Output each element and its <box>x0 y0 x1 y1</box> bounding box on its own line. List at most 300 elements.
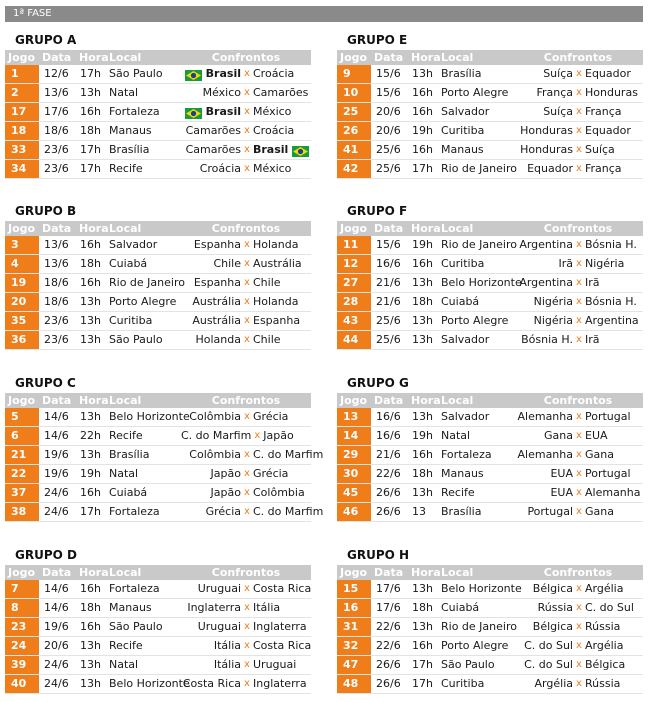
away-team-name: EUA <box>585 429 608 442</box>
away-team <box>253 484 311 502</box>
home-team-name: Uruguai <box>197 620 241 633</box>
away-team <box>585 84 643 102</box>
versus-mark: x <box>244 621 250 632</box>
home-team-name: C. do Sul <box>524 639 573 652</box>
match-number: 41 <box>337 141 371 160</box>
match-confronto <box>513 84 643 103</box>
match-venue: Fortaleza <box>106 503 181 522</box>
versus-mark: x <box>244 87 250 98</box>
away-team <box>253 465 311 483</box>
match-date: 18/6 <box>39 122 76 141</box>
match-table <box>5 565 311 694</box>
away-team-name: Holanda <box>253 238 299 251</box>
home-team <box>513 465 573 483</box>
away-team <box>585 103 643 121</box>
group-title: GRUPO C <box>15 376 76 390</box>
group-title: GRUPO G <box>347 376 409 390</box>
home-team-name: México <box>202 86 241 99</box>
versus-mark: x <box>576 87 582 98</box>
home-team <box>513 236 573 254</box>
home-team <box>181 160 241 178</box>
header-jogo: Jogo <box>5 565 39 580</box>
match-number: 20 <box>5 293 39 312</box>
versus-mark: x <box>576 640 582 651</box>
header-confrontos: Confrontos <box>513 221 643 236</box>
home-team <box>181 255 241 273</box>
match-venue: Manaus <box>438 465 513 484</box>
away-team-name: Grécia <box>253 410 289 423</box>
match-confronto <box>513 427 643 446</box>
away-team-name: Portugal <box>585 410 631 423</box>
table-row <box>5 427 311 446</box>
match-date: 13/6 <box>39 84 76 103</box>
home-team-name: Bélgica <box>532 620 573 633</box>
match-date: 25/6 <box>371 141 408 160</box>
header-jogo: Jogo <box>5 221 39 236</box>
table-row <box>337 446 643 465</box>
match-time: 19h <box>408 236 438 255</box>
away-team <box>253 408 311 426</box>
match-time: 16h <box>76 580 106 599</box>
table-row <box>5 331 311 350</box>
table-row <box>337 675 643 694</box>
table-row <box>5 408 311 427</box>
header-hora: Hora <box>408 565 438 580</box>
match-time: 17h <box>408 675 438 694</box>
away-team <box>253 331 311 349</box>
match-date: 24/6 <box>39 503 76 522</box>
table-row <box>337 312 643 331</box>
home-team <box>513 65 573 83</box>
away-team-name: Honduras <box>585 86 638 99</box>
match-time: 13h <box>408 580 438 599</box>
home-team <box>181 618 241 636</box>
table-row <box>5 236 311 255</box>
match-number: 12 <box>337 255 371 274</box>
away-team-name: Portugal <box>585 467 631 480</box>
header-confrontos: Confrontos <box>181 565 311 580</box>
match-date: 25/6 <box>371 331 408 350</box>
away-team-name: Gana <box>585 448 614 461</box>
match-date: 16/6 <box>371 255 408 274</box>
versus-mark: x <box>576 678 582 689</box>
table-row <box>5 160 311 179</box>
match-date: 15/6 <box>371 84 408 103</box>
table-row <box>5 637 311 656</box>
match-time: 17h <box>408 160 438 179</box>
home-team-name: Holanda <box>195 333 241 346</box>
home-team <box>181 484 241 502</box>
home-team <box>513 446 573 464</box>
home-team <box>181 446 241 464</box>
header-confrontos: Confrontos <box>181 50 311 65</box>
away-team-name: Chile <box>253 276 281 289</box>
table-row <box>337 103 643 122</box>
header-data: Data <box>371 393 408 408</box>
home-team-name: Itália <box>213 658 241 671</box>
match-time: 16h <box>408 637 438 656</box>
versus-mark: x <box>576 125 582 136</box>
away-team-name: Inglaterra <box>253 677 307 690</box>
away-team <box>253 293 311 311</box>
versus-mark: x <box>244 163 250 174</box>
table-row <box>337 122 643 141</box>
versus-mark: x <box>576 144 582 155</box>
match-confronto <box>513 675 643 694</box>
table-row <box>5 293 311 312</box>
match-venue: Rio de Janeiro <box>438 160 513 179</box>
away-team-name: Croácia <box>253 124 295 137</box>
away-team <box>253 141 311 159</box>
home-team-name: Japão <box>210 467 241 480</box>
match-confronto <box>513 255 643 274</box>
match-venue: Cuiabá <box>438 293 513 312</box>
table-row <box>5 446 311 465</box>
match-confronto <box>513 236 643 255</box>
table-header-row <box>5 50 311 65</box>
away-team <box>585 122 643 140</box>
away-team-name: Japão <box>263 429 294 442</box>
match-time: 17h <box>408 656 438 675</box>
versus-mark: x <box>576 258 582 269</box>
match-time: 13h <box>76 446 106 465</box>
match-number: 4 <box>5 255 39 274</box>
away-team-name: Irã <box>585 276 600 289</box>
match-time: 13h <box>76 331 106 350</box>
match-confronto <box>181 637 311 656</box>
match-venue: Curitiba <box>438 122 513 141</box>
match-venue: Rio de Janeiro <box>438 236 513 255</box>
match-time: 19h <box>408 122 438 141</box>
match-confronto <box>513 408 643 427</box>
match-time: 16h <box>408 84 438 103</box>
home-team-name: Argentina <box>519 238 573 251</box>
match-venue: Recife <box>106 637 181 656</box>
away-team-name: Uruguai <box>253 658 297 671</box>
match-date: 26/6 <box>371 503 408 522</box>
home-team <box>181 465 241 483</box>
away-team-name: Irã <box>585 333 600 346</box>
home-team-name: Chile <box>213 257 241 270</box>
header-jogo: Jogo <box>337 393 371 408</box>
away-team-name: Nigéria <box>585 257 625 270</box>
match-date: 12/6 <box>39 65 76 84</box>
table-row <box>337 599 643 618</box>
group-d <box>5 545 311 694</box>
match-number: 44 <box>337 331 371 350</box>
match-date: 22/6 <box>371 465 408 484</box>
home-team <box>513 618 573 636</box>
match-date: 21/6 <box>371 293 408 312</box>
match-date: 25/6 <box>371 160 408 179</box>
table-header-row <box>337 565 643 580</box>
home-team <box>513 656 573 674</box>
match-confronto <box>181 255 311 274</box>
table-row <box>5 274 311 293</box>
home-team-name: Gana <box>544 429 573 442</box>
home-team <box>513 103 573 121</box>
away-team-name: Argentina <box>585 314 639 327</box>
versus-mark: x <box>576 411 582 422</box>
home-team-name: Bósnia H. <box>521 333 573 346</box>
group-title: GRUPO H <box>347 548 410 562</box>
match-date: 18/6 <box>39 293 76 312</box>
match-table <box>5 393 324 522</box>
home-team-name: Portugal <box>527 505 573 518</box>
match-time: 16h <box>76 236 106 255</box>
versus-mark: x <box>244 602 250 613</box>
home-team-name: Equador <box>527 162 573 175</box>
match-number: 28 <box>337 293 371 312</box>
away-team <box>585 618 643 636</box>
away-team-name: Bélgica <box>585 658 626 671</box>
away-team <box>585 465 643 483</box>
away-team <box>585 312 643 330</box>
match-time: 13h <box>408 65 438 84</box>
match-time: 13h <box>408 312 438 331</box>
match-confronto <box>513 599 643 618</box>
versus-mark: x <box>244 411 250 422</box>
home-team-name: Honduras <box>520 124 573 137</box>
home-team-name: Colômbia <box>189 448 241 461</box>
home-team <box>181 637 241 655</box>
match-confronto <box>181 599 311 618</box>
table-row <box>5 580 311 599</box>
match-number: 35 <box>5 312 39 331</box>
match-number: 29 <box>337 446 371 465</box>
match-number: 39 <box>5 656 39 675</box>
header-jogo: Jogo <box>337 565 371 580</box>
match-confronto <box>513 274 643 293</box>
home-team <box>513 274 573 292</box>
match-date: 14/6 <box>39 599 76 618</box>
home-team <box>513 312 573 330</box>
match-date: 23/6 <box>39 160 76 179</box>
match-time: 18h <box>408 465 438 484</box>
away-team <box>253 65 311 83</box>
versus-mark: x <box>576 659 582 670</box>
away-team <box>253 236 311 254</box>
match-number: 8 <box>5 599 39 618</box>
home-team <box>513 160 573 178</box>
match-date: 24/6 <box>39 484 76 503</box>
away-team <box>585 255 643 273</box>
match-date: 23/6 <box>39 141 76 160</box>
group-g <box>337 373 643 522</box>
match-confronto <box>513 141 643 160</box>
home-team <box>181 103 241 121</box>
match-date: 26/6 <box>371 675 408 694</box>
match-venue: Natal <box>438 427 513 446</box>
table-header-row <box>337 50 643 65</box>
versus-mark: x <box>576 430 582 441</box>
versus-mark: x <box>244 487 250 498</box>
match-number: 34 <box>5 160 39 179</box>
away-team-name: Argélia <box>585 582 624 595</box>
match-number: 1 <box>5 65 39 84</box>
versus-mark: x <box>244 583 250 594</box>
match-number: 32 <box>337 637 371 656</box>
home-team-name: Nigéria <box>533 295 573 308</box>
home-team <box>513 580 573 598</box>
home-team-name: Croácia <box>199 162 241 175</box>
away-team <box>253 503 323 521</box>
away-team <box>585 293 643 311</box>
header-jogo: Jogo <box>5 50 39 65</box>
match-confronto <box>513 103 643 122</box>
group-e <box>337 30 643 179</box>
match-venue: Curitiba <box>106 312 181 331</box>
match-confronto <box>513 446 643 465</box>
match-number: 9 <box>337 65 371 84</box>
table-row <box>5 312 311 331</box>
header-data: Data <box>39 393 76 408</box>
away-team <box>585 331 643 349</box>
match-venue: Cuiabá <box>106 255 181 274</box>
away-team-name: Argélia <box>585 639 624 652</box>
match-confronto <box>181 408 311 427</box>
match-confronto <box>181 503 324 522</box>
table-header-row <box>5 393 311 408</box>
match-time: 13h <box>76 312 106 331</box>
match-date: 20/6 <box>371 103 408 122</box>
match-confronto <box>181 331 311 350</box>
match-venue: São Paulo <box>106 618 181 637</box>
match-confronto <box>513 312 643 331</box>
away-team-name: C. do Sul <box>585 601 634 614</box>
match-venue: São Paulo <box>106 65 181 84</box>
match-date: 24/6 <box>39 675 76 694</box>
match-venue: Fortaleza <box>106 580 181 599</box>
table-row <box>5 103 311 122</box>
table-row <box>337 503 643 522</box>
match-date: 15/6 <box>371 65 408 84</box>
table-row <box>5 618 311 637</box>
versus-mark: x <box>576 487 582 498</box>
match-date: 20/6 <box>371 122 408 141</box>
match-venue: Natal <box>106 656 181 675</box>
home-team-name: Brasil <box>205 67 241 80</box>
away-team <box>585 65 643 83</box>
match-venue: Curitiba <box>438 675 513 694</box>
home-team <box>513 331 573 349</box>
match-confronto <box>181 484 311 503</box>
match-confronto <box>181 465 311 484</box>
match-confronto <box>181 236 311 255</box>
table-row <box>337 84 643 103</box>
match-venue: Salvador <box>438 103 513 122</box>
home-team-name: Espanha <box>193 276 241 289</box>
match-number: 26 <box>337 122 371 141</box>
match-confronto <box>513 656 643 675</box>
versus-mark: x <box>244 239 250 250</box>
table-header-row <box>5 221 311 236</box>
away-team <box>585 446 643 464</box>
group-h <box>337 545 643 694</box>
match-venue: Rio de Janeiro <box>438 618 513 637</box>
match-number: 40 <box>5 675 39 694</box>
away-team-name: Chile <box>253 333 281 346</box>
match-confronto <box>181 618 311 637</box>
match-confronto <box>181 427 311 446</box>
match-date: 16/6 <box>371 408 408 427</box>
home-team-name: Alemanha <box>517 410 573 423</box>
table-row <box>337 618 643 637</box>
home-team-name: França <box>536 86 573 99</box>
versus-mark: x <box>244 106 250 117</box>
away-team-name: C. do Marfim <box>253 448 324 461</box>
match-number: 11 <box>337 236 371 255</box>
home-team-name: Suíça <box>543 67 573 80</box>
away-team <box>585 675 643 693</box>
match-confronto <box>181 312 311 331</box>
table-row <box>337 65 643 84</box>
header-data: Data <box>39 50 76 65</box>
match-number: 33 <box>5 141 39 160</box>
match-venue: Manaus <box>106 599 181 618</box>
phase-bar: 1ª FASE <box>5 6 643 22</box>
away-team-name: Croácia <box>253 67 295 80</box>
home-team <box>181 503 241 521</box>
match-date: 17/6 <box>371 580 408 599</box>
header-hora: Hora <box>76 221 106 236</box>
match-date: 17/6 <box>371 599 408 618</box>
table-row <box>5 503 311 522</box>
home-team-name: Suíça <box>543 105 573 118</box>
match-confronto <box>181 274 311 293</box>
table-header-row <box>5 565 311 580</box>
match-time: 16h <box>76 618 106 637</box>
match-number: 42 <box>337 160 371 179</box>
versus-mark: x <box>576 239 582 250</box>
table-row <box>5 141 311 160</box>
versus-mark: x <box>576 621 582 632</box>
versus-mark: x <box>244 315 250 326</box>
match-time: 16h <box>408 103 438 122</box>
match-time: 18h <box>408 599 438 618</box>
match-venue: Cuiabá <box>438 599 513 618</box>
match-time: 16h <box>408 446 438 465</box>
match-date: 22/6 <box>371 637 408 656</box>
home-team <box>513 408 573 426</box>
header-data: Data <box>371 565 408 580</box>
match-date: 25/6 <box>371 312 408 331</box>
table-row <box>337 236 643 255</box>
header-local: Local <box>106 221 181 236</box>
match-venue: São Paulo <box>438 656 513 675</box>
versus-mark: x <box>244 506 250 517</box>
match-confronto <box>513 580 643 599</box>
versus-mark: x <box>244 144 250 155</box>
versus-mark: x <box>576 315 582 326</box>
versus-mark: x <box>576 506 582 517</box>
table-row <box>337 408 643 427</box>
header-local: Local <box>106 565 181 580</box>
match-venue: Curitiba <box>438 255 513 274</box>
match-venue: Porto Alegre <box>438 84 513 103</box>
home-team <box>513 84 573 102</box>
away-team <box>253 103 311 121</box>
away-team-name: México <box>253 162 292 175</box>
match-number: 30 <box>337 465 371 484</box>
home-team <box>181 580 241 598</box>
match-venue: Salvador <box>438 408 513 427</box>
header-hora: Hora <box>76 565 106 580</box>
away-team-name: Bósnia H. <box>585 295 637 308</box>
header-hora: Hora <box>408 393 438 408</box>
match-date: 17/6 <box>39 103 76 122</box>
away-team-name: C. do Marfim <box>253 505 324 518</box>
